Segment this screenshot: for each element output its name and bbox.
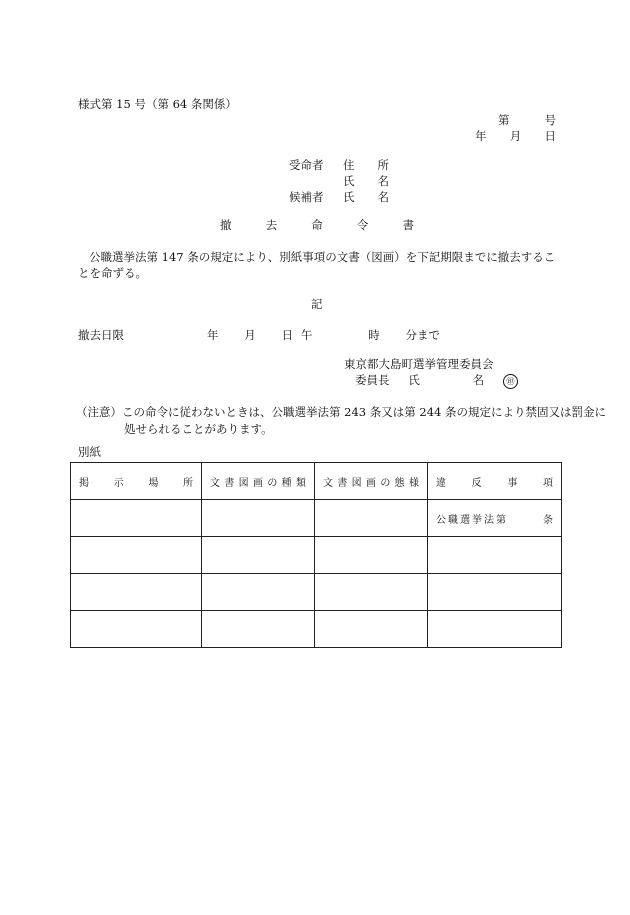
header-type: 文 書 図 画 の 種 類: [202, 463, 315, 500]
document-number: [498, 115, 556, 127]
table-row: [71, 537, 562, 574]
table-header-row: [71, 463, 562, 500]
committee-name: 東京都大島町選挙管理委員会: [344, 357, 494, 371]
table-row: [71, 500, 562, 537]
form-number: 様式第 15 号（第 64 条関係）: [78, 97, 237, 111]
issue-date: [475, 131, 556, 143]
number-prefix: 第: [498, 113, 510, 127]
addressee-name: 氏 名: [343, 174, 389, 188]
number-suffix: 号: [544, 113, 556, 127]
law-cell: 公職選挙法第 条: [428, 500, 562, 537]
body-text: 公職選挙法第 147 条の規定により、別紙事項の文書（図画）を下記期限までに撤去することを命ずる。: [78, 250, 556, 280]
table-cell: [315, 500, 428, 537]
attachment-label: 別紙: [78, 445, 101, 459]
ki-heading: 記: [311, 297, 323, 311]
table-cell: [315, 574, 428, 611]
chair-signature: 委員長 氏 名 ㊞: [355, 375, 518, 389]
date-year: 年: [475, 129, 487, 143]
table-cell: [202, 537, 315, 574]
seal-mark: ㊞: [503, 374, 518, 389]
candidate-name: 候補者 氏 名: [289, 190, 389, 204]
deadline-fields: 年 月 日 午 時 分まで: [207, 328, 440, 342]
table-cell: [71, 537, 202, 574]
attachment-table: [70, 462, 562, 648]
header-style: 文 書 図 画 の 態 様: [315, 463, 428, 500]
table-cell: [71, 500, 202, 537]
table-cell: [428, 574, 562, 611]
document-title: 撤 去 命 令 書: [220, 218, 414, 232]
note-text: （注意）この命令に従わないときは、公職選挙法第 243 条又は第 244 条の規定により禁固又は罰金に処せられることがあります。: [76, 405, 607, 436]
table-cell: [71, 611, 202, 648]
date-day: 日: [544, 129, 556, 143]
table-cell: [315, 611, 428, 648]
table-row: [71, 574, 562, 611]
table-cell: [202, 611, 315, 648]
table-row: [71, 611, 562, 648]
table-cell: [202, 574, 315, 611]
table-cell: [71, 574, 202, 611]
header-violation: 違 反 事 項: [428, 463, 562, 500]
date-month: 月: [509, 129, 522, 143]
table-cell: [202, 500, 315, 537]
table-cell: [428, 537, 562, 574]
table-cell: [315, 537, 428, 574]
table-cell: [428, 611, 562, 648]
addressee-address: 受命者 住 所: [289, 158, 389, 172]
deadline-label: 撤去日限: [78, 328, 124, 342]
header-location: 掲 示 場 所: [71, 463, 202, 500]
